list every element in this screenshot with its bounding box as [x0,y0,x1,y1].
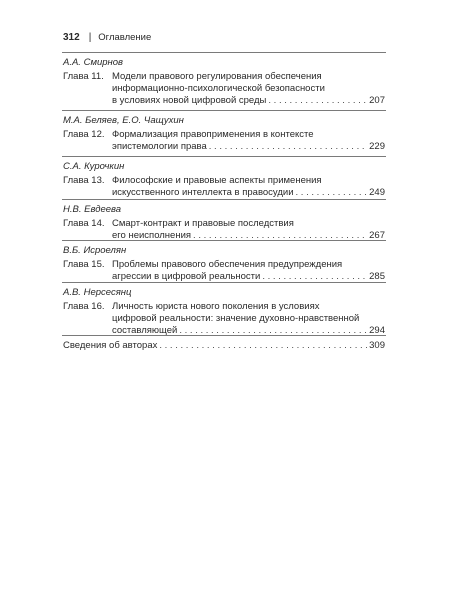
chapter-title-line: Личность юриста нового поколения в условиях [112,301,320,312]
header-separator: | [88,32,92,43]
entry-author: А.А. Смирнов [63,57,124,68]
chapter-label: Глава 16. [63,301,105,312]
page-reference: 267 [369,230,385,241]
page-reference: 294 [369,325,385,336]
chapter-title-line: Философские и правовые аспекты применения [112,175,322,186]
entry-author: М.А. Беляев, Е.О. Чащухин [63,115,184,126]
entry-divider [62,282,386,283]
page-reference: 229 [369,141,385,152]
chapter-title-line: эпистемологии права [112,141,207,152]
chapter-title-line: Проблемы правового обеспечения предупреждения [112,259,343,270]
page-reference: 309 [369,340,385,351]
chapter-title-line: Формализация правоприменения в контексте [112,129,314,140]
entry-author: Н.В. Евдеева [63,204,122,215]
chapter-label: Глава 11. [63,71,104,82]
chapter-title-line: его неисполнения [112,230,192,241]
toc-entry-chapter-14[interactable] [63,204,385,242]
toc-entry-chapter-13[interactable] [63,161,385,199]
chapter-title-line: Смарт-контракт и правовые последствия [112,218,294,229]
chapter-title-line: Модели правового регулирования обеспечения [112,71,322,82]
authors-info-label: Сведения об авторах [63,340,158,351]
dot-leader [268,95,367,107]
entry-divider [62,156,386,157]
toc-entry-chapter-11[interactable] [63,57,385,107]
section-title: Оглавление [98,32,152,43]
page-reference: 249 [369,187,385,198]
entry-divider [62,335,386,336]
chapter-title-line: искусственного интеллекта в правосудии [112,187,294,198]
toc-entry-chapter-12[interactable] [63,115,385,153]
header-rule [62,52,386,53]
chapter-label: Глава 13. [63,175,105,186]
entry-divider [62,199,386,200]
chapter-title-line: составляющей [112,325,178,336]
toc-entry-chapter-15[interactable] [63,245,385,283]
chapter-label: Глава 14. [63,218,105,229]
entry-author: С.А. Курочкин [63,161,125,172]
page-header [63,32,151,44]
dot-leader [209,141,367,153]
entry-author: В.Б. Исроелян [63,245,127,256]
page-reference: 285 [369,271,385,282]
entry-divider [62,110,386,111]
entry-divider [62,240,386,241]
chapter-title-line: агрессии в цифровой реальности [112,271,261,282]
chapter-title-line: в условиях новой цифровой среды [112,95,267,106]
chapter-label: Глава 12. [63,129,105,140]
chapter-title-line: цифровой реальности: значение духовно-нравственной [112,313,360,324]
chapter-label: Глава 15. [63,259,105,270]
dot-leader [296,187,368,199]
entry-author: А.В. Нерсесянц [63,287,132,298]
toc-entry-authors-info[interactable] [63,340,385,352]
page-reference: 207 [369,95,385,106]
toc-entry-chapter-16[interactable] [63,287,385,337]
dot-leader [159,340,367,352]
page-number: 312 [63,32,80,43]
chapter-title-line: информационно-психологической безопасности [112,83,325,94]
